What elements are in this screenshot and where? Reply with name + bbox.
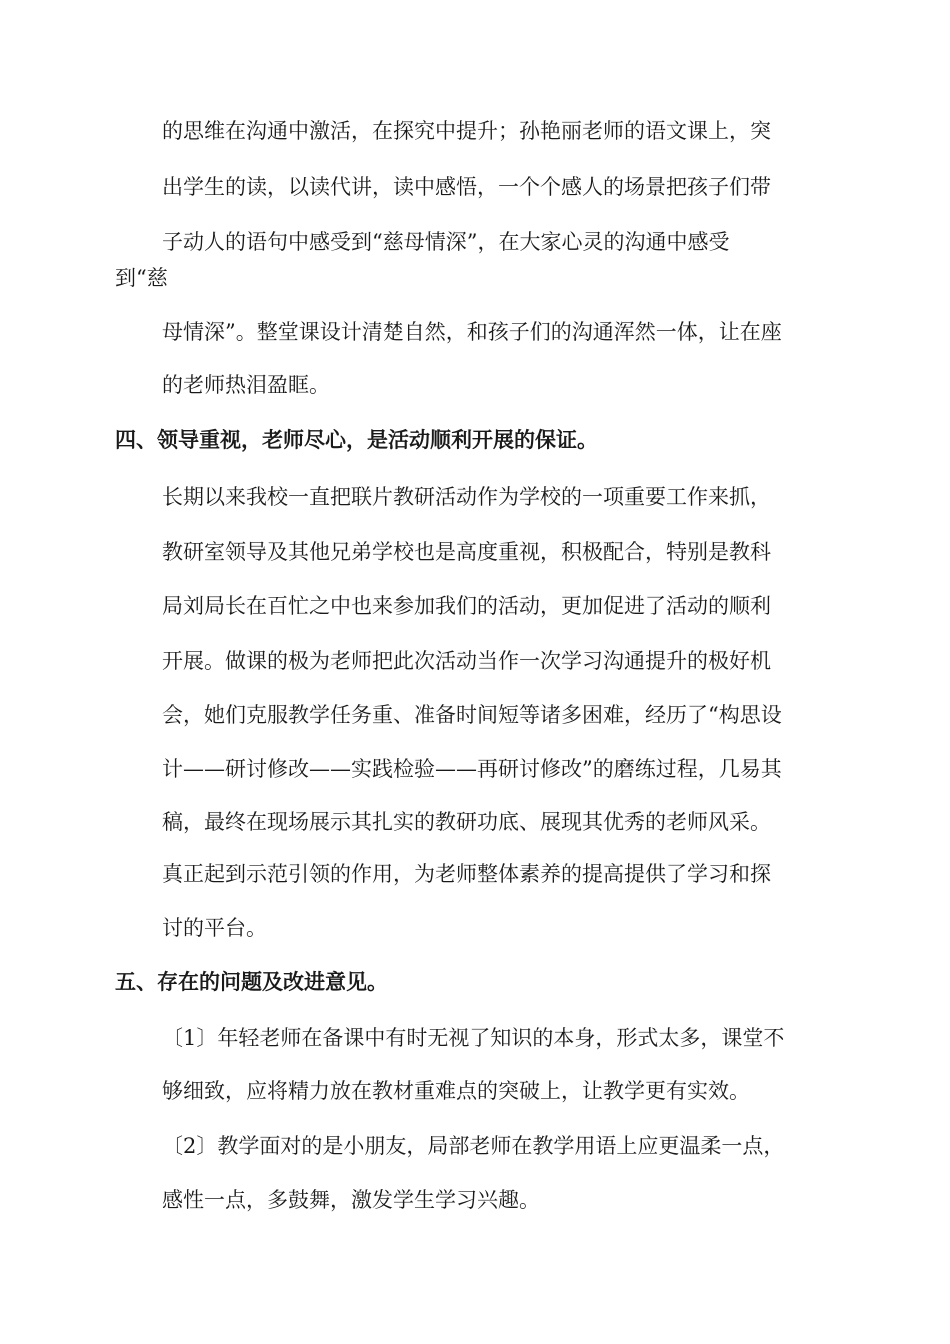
paragraph-line: 够细致，应将精力放在教材重难点的突破上，让教学更有实效。: [162, 1079, 750, 1103]
paragraph-line: 稿，最终在现场展示其扎实的教研功底、展现其优秀的老师风采。: [162, 810, 771, 834]
paragraph-line: 感性一点，多鼓舞，激发学生学习兴趣。: [162, 1188, 540, 1212]
paragraph-line: 讨的平台。: [162, 916, 267, 940]
paragraph-line: 母情深”。整堂课设计清楚自然，和孩子们的沟通浑然一体，让在座: [162, 320, 782, 344]
paragraph-line: 计——研讨修改——实践检验——再研讨修改”的磨练过程，几易其: [162, 757, 782, 781]
paragraph-line: 真正起到示范引领的作用，为老师整体素养的提高提供了学习和探: [162, 862, 771, 886]
paragraph-line: 会，她们克服教学任务重、准备时间短等诸多困难，经历了“构思设: [162, 703, 782, 727]
paragraph-line: 长期以来我校一直把联片教研活动作为学校的一项重要工作来抓，: [162, 485, 771, 509]
paragraph-line: 的思维在沟通中激活，在探究中提升；孙艳丽老师的语文课上，突: [162, 119, 771, 143]
list-item-2: 〔2〕教学面对的是小朋友，局部老师在教学用语上应更温柔一点，: [162, 1134, 785, 1158]
paragraph-line: 到“慈: [115, 266, 168, 290]
paragraph-line: 教研室领导及其他兄弟学校也是高度重视，积极配合，特别是教科: [162, 540, 771, 564]
paragraph-line: 局刘局长在百忙之中也来参加我们的活动，更加促进了活动的顺利: [162, 594, 771, 618]
paragraph-line: 的老师热泪盈眶。: [162, 373, 330, 397]
paragraph-line: 开展。做课的极为老师把此次活动当作一次学习沟通提升的极好机: [162, 649, 771, 673]
paragraph-line: 子动人的语句中感受到“慈母情深”，在大家心灵的沟通中感受: [162, 230, 730, 254]
list-item-1: 〔1〕年轻老师在备课中有时无视了知识的本身，形式太多，课堂不: [162, 1026, 785, 1050]
section-heading-4: 四、领导重视，老师尽心，是活动顺利开展的保证。: [115, 428, 598, 452]
section-heading-5: 五、存在的问题及改进意见。: [115, 970, 388, 994]
paragraph-line: 出学生的读，以读代讲，读中感悟，一个个感人的场景把孩子们带: [162, 175, 771, 199]
